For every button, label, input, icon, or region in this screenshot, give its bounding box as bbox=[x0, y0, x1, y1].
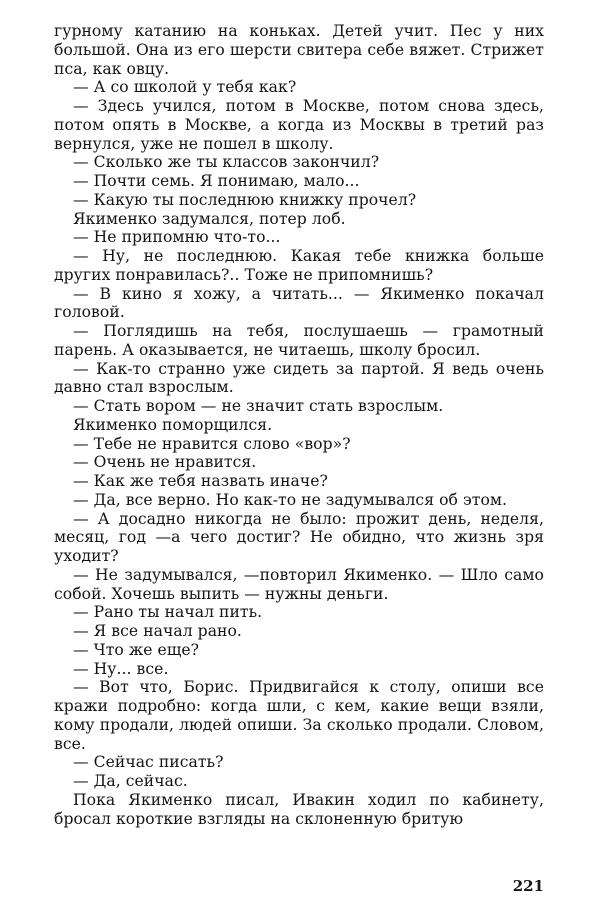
paragraph: — Как-то странно уже сидеть за партой. Я ведь очень давно стал взрослым. bbox=[54, 359, 544, 397]
paragraph: — Стать вором — не значит стать взрослым. bbox=[73, 397, 444, 415]
paragraph: — Поглядишь на тебя, послушаешь — грамотный парень. А оказывается, не читаешь, школу бросил. bbox=[54, 322, 544, 359]
paragraph: — Не задумывался, —повторил Якименко. — Шло само собой. Хочешь выпить — нужны деньги. bbox=[54, 565, 544, 603]
paragraph: — Я все начал рано. bbox=[73, 622, 242, 640]
paragraph: — А досадно никогда не было: прожит день, неделя, месяц, год —а чего достиг? Не обидно, что жизнь зря уходит? bbox=[54, 509, 544, 565]
paragraph: — Почти семь. Я понимаю, мало... bbox=[73, 172, 360, 190]
paragraph: — Ну... все. bbox=[73, 659, 169, 678]
paragraph: — Сколько же ты классов закончил? bbox=[73, 153, 380, 172]
paragraph: Якименко задумался, потер лоб. bbox=[73, 209, 346, 228]
paragraph: — Рано ты начал пить. bbox=[73, 603, 263, 622]
paragraph: — Сейчас писать? bbox=[73, 753, 224, 772]
paragraph: гурному катанию на коньках. Детей учит. Пес у них большой. Она из его шерсти свитера себе вяжет. Стрижет пса, как овцу. bbox=[54, 22, 544, 78]
paragraph: — А со школой у тебя как? bbox=[73, 78, 297, 97]
paragraph: — Тебе не нравится слово «вор»? bbox=[73, 434, 351, 453]
paragraph: — Да, все верно. Но как-то не задумывался об этом. bbox=[73, 490, 508, 509]
paragraph: Якименко поморщился. bbox=[73, 415, 273, 434]
paragraph: — Очень не нравится. bbox=[73, 453, 257, 472]
paragraph: — Не припомню что-то... bbox=[73, 228, 281, 247]
paragraph: — Да, сейчас. bbox=[73, 772, 188, 790]
page-number: 221 bbox=[512, 877, 544, 895]
paragraph: — Вот что, Борис. Придвигайся к столу, опиши все кражи подробно: когда шли, с кем, какие вещи взяли, кому продали, людей опиши. За сколько продали. Словом, все. bbox=[54, 678, 544, 753]
body-text bbox=[54, 22, 544, 828]
paragraph: — Здесь учился, потом в Москве, потом снова здесь, потом опять в Москве, а когда из Москвы в третий раз вернулся, уже не пошел в школу. bbox=[54, 97, 544, 153]
paragraph: — В кино я хожу, а читать... — Якименко покачал головой. bbox=[54, 284, 544, 322]
paragraph: — Как же тебя назвать иначе? bbox=[73, 472, 328, 490]
paragraph: Пока Якименко писал, Ивакин ходил по кабинету, бросал короткие взгляды на склоненную бритую bbox=[54, 790, 544, 828]
paragraph: — Ну, не последнюю. Какая тебе книжка больше других понравилась?.. Тоже не припомнишь? bbox=[54, 247, 544, 284]
paragraph: — Что же еще? bbox=[73, 640, 200, 659]
paragraph: — Какую ты последнюю книжку прочел? bbox=[73, 190, 417, 209]
